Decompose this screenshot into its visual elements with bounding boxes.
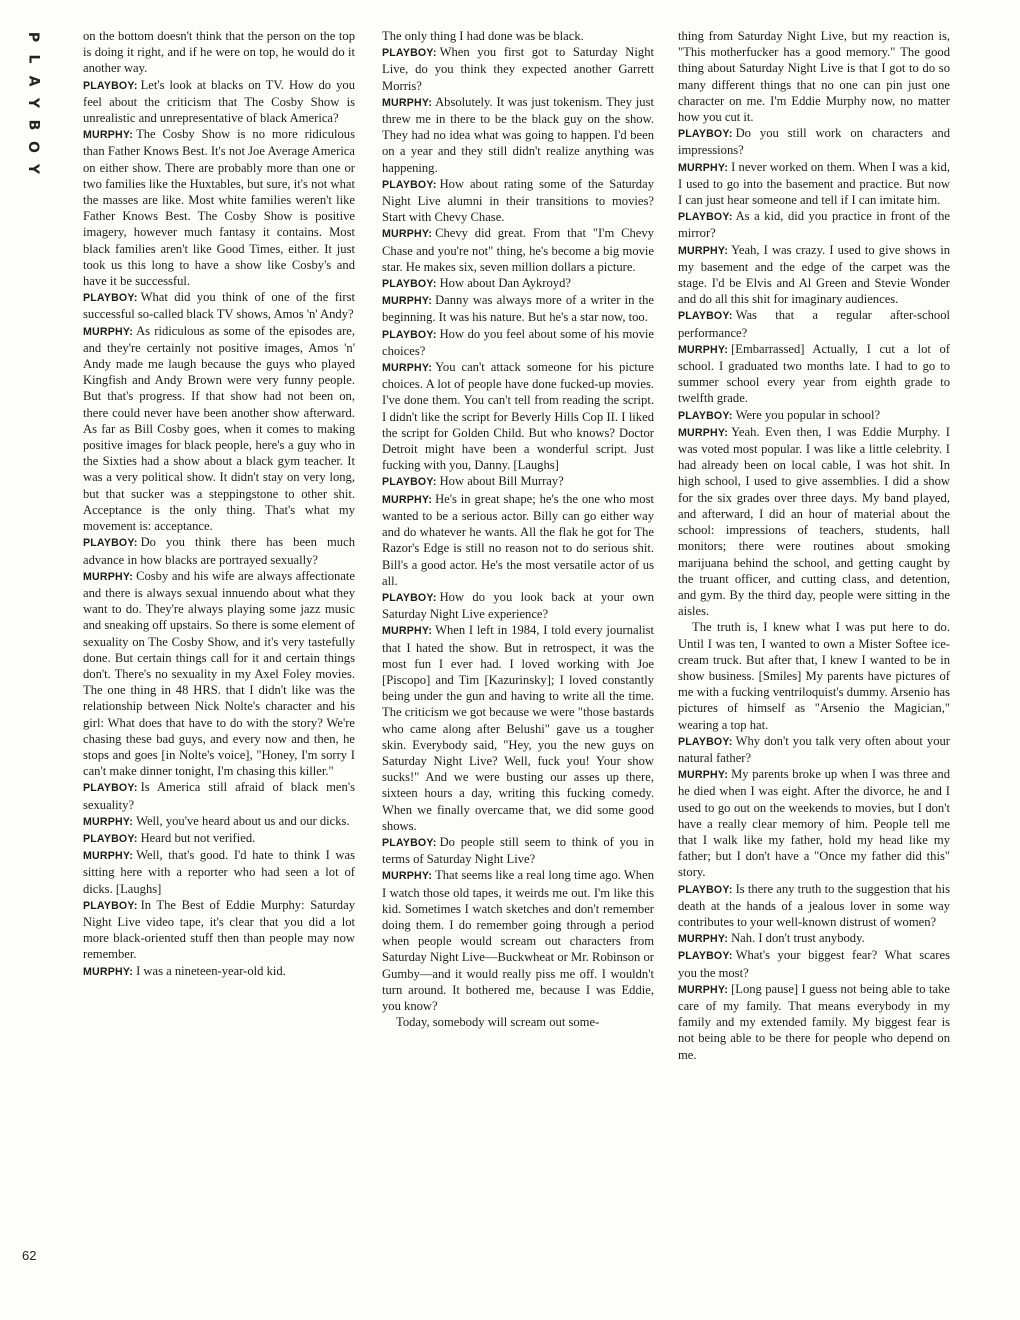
interview-paragraph bbox=[83, 534, 355, 567]
speaker-label: PLAYBOY: bbox=[382, 836, 437, 849]
speaker-label: MURPHY: bbox=[382, 295, 433, 308]
paragraph-text: Cosby and his wife are always affectionate and there is always sexual innuendo about what they want to do. They're always playing some jazz music and sneaking off upstairs. So there is some element of sexuality on The Cosby Show, and it's very tastefully done. But certain things call for it and certain things don't. There's no sexuality in my Axel Foley movies. The one thing in 48 HRS. that I didn't like was the relationship between Nick Nolte's character and his girl: What does that have to do with the story? We're chasing these bad guys, and every now and then, he stops and goes [in Nolte's voice], "Honey, I'm sorry I can't make dinner tonight, I'm chasing this killer." bbox=[83, 568, 355, 779]
speaker-label: MURPHY: bbox=[678, 933, 729, 946]
interview-paragraph bbox=[678, 208, 950, 241]
speaker-label: MURPHY: bbox=[382, 493, 433, 506]
speaker-label: MURPHY: bbox=[678, 161, 729, 174]
interview-paragraph bbox=[382, 44, 654, 94]
interview-paragraph bbox=[678, 341, 950, 407]
paragraph-text: How about Dan Aykroyd? bbox=[439, 276, 571, 291]
paragraph-text: I never worked on them. When I was a kid, I used to go into the basement and practice. But now I can just hear someone and tell if I can imitate him. bbox=[678, 159, 950, 208]
paragraph-text: You can't attack someone for his picture choices. A lot of people have done fucked-up movies. I've done them. You can't tell from reading the script. I didn't like the script for Beverly Hills Cop II. I liked the script for Golden Child. But who knows? Doctor Detroit might have been a wonderful script. Just fucking with you, Danny. [Laughs] bbox=[382, 360, 654, 473]
interview-paragraph bbox=[678, 981, 950, 1063]
interview-paragraph bbox=[678, 159, 950, 209]
speaker-label: PLAYBOY: bbox=[83, 79, 138, 92]
interview-paragraph bbox=[678, 930, 950, 947]
interview-paragraph bbox=[678, 307, 950, 340]
interview-paragraph bbox=[83, 289, 355, 322]
interview-paragraph bbox=[382, 834, 654, 867]
paragraph-text: Heard but not verified. bbox=[140, 830, 256, 845]
spine-letter: B bbox=[24, 119, 41, 131]
paragraph-text: How about rating some of the Saturday Night Live alumni in their transitions to movies? Start with Chevy Chase. bbox=[382, 176, 654, 225]
paragraph-text: How about Bill Murray? bbox=[439, 474, 564, 489]
interview-paragraph bbox=[678, 881, 950, 931]
paragraph-text: Chevy did great. From that "I'm Chevy Chase and you're not" thing, he's become a big movie star. He makes six, seven million dollars a picture. bbox=[382, 226, 654, 274]
interview-paragraph bbox=[83, 323, 355, 535]
speaker-label: MURPHY: bbox=[678, 244, 729, 257]
paragraph-text: on the bottom doesn't think that the person on the top is doing it right, and if he were on top, he would do it another way. bbox=[83, 29, 355, 76]
paragraph-text: As ridiculous as some of the episodes are, and they're certainly not positive images, Amos 'n' Andy made me laugh because the guys who played Kingfish and Andy Brown were very funny people. But that's progress. If that show had not been on, there could never have been another show afterward. As far as Bill Cosby goes, when it comes to making positive images for black people, here's a guy who in the Sixties had a show about a black gym teacher. It was a very political show. It didn't stay on very long, but that sucker was a steppingstone to other shit. Acceptance is the only thing. That's what my movement is: acceptance. bbox=[83, 323, 355, 534]
interview-paragraph bbox=[382, 491, 654, 589]
speaker-label: MURPHY: bbox=[678, 769, 729, 782]
paragraph-text: He's in great shape; he's the one who most wanted to be a serious actor. Billy can go either way and do whatever he wants. All the flak he got for The Razor's Edge is still no reason not to do serious shit. Bill's a good actor. He's the most versatile actor of us all. bbox=[382, 491, 654, 588]
paragraph-text: [Long pause] I guess not being able to take care of my family. That means everybody in my family and my extended family. My biggest fear is not being able to be there for people who depend on me. bbox=[678, 981, 950, 1062]
speaker-label: PLAYBOY: bbox=[83, 899, 138, 912]
paragraph-text: Yeah. Even then, I was Eddie Murphy. I was voted most popular. I was like a little celebrity. I had already been on local cable, I was hot shit. In high school, I used to give assemblies. I did a show for the six grades over three days. My band played, and afterward, I did an hour of material about the school: impressions of teachers, students, hall monitors; there were routines about smoking marijuana behind the school, and getting caught by the truant officer, and cutting class, and detention, and gym. By the third day, people were sitting in the aisles. bbox=[678, 424, 950, 619]
interview-paragraph bbox=[83, 963, 355, 980]
paragraph-text: That seems like a real long time ago. When I watch those old tapes, it weirds me out. I'm like this kid. Sometimes I watch sketches and don't remember doing them. I do remember going through a period when people would scream out characters from Saturday Night Live—Buckwheat or Mr. Robinson or Gumby—and it would really piss me off. I wouldn't turn around. It bothered me, because I was Eddie, you know? bbox=[382, 868, 654, 1013]
paragraph-text: Let's look at blacks on TV. How do you feel about the criticism that The Cosby Show is unrealistic and unrepresentative of black America? bbox=[83, 77, 355, 126]
speaker-label: PLAYBOY: bbox=[678, 735, 733, 748]
interview-paragraph bbox=[83, 779, 355, 812]
interview-paragraph bbox=[382, 622, 654, 834]
speaker-label: PLAYBOY: bbox=[678, 310, 733, 323]
interview-paragraph bbox=[83, 28, 355, 77]
speaker-label: PLAYBOY: bbox=[678, 883, 733, 896]
paragraph-text: Is America still afraid of black men's sexuality? bbox=[83, 780, 355, 812]
interview-paragraph bbox=[382, 1014, 654, 1030]
interview-paragraph bbox=[678, 407, 950, 424]
paragraph-text: Do people still seem to think of you in terms of Saturday Night Live? bbox=[382, 834, 654, 867]
speaker-label: PLAYBOY: bbox=[382, 591, 437, 604]
speaker-label: MURPHY: bbox=[678, 426, 729, 439]
text-column-1 bbox=[83, 28, 355, 980]
paragraph-text: My parents broke up when I was three and he died when I was eight. After the divorce, he and I used to go out on the weekends to movies, but I don't have a really clear memory of him. People tell me that I walk like my father, hold my head like my father; but I don't have a "Once my father did this" story. bbox=[678, 767, 950, 880]
interview-paragraph bbox=[382, 94, 654, 176]
paragraph-text: Today, somebody will scream out some- bbox=[396, 1015, 600, 1030]
interview-paragraph bbox=[83, 568, 355, 780]
paragraph-text: Well, you've heard about us and our dicks. bbox=[136, 813, 350, 828]
speaker-label: PLAYBOY: bbox=[83, 832, 138, 845]
speaker-label: MURPHY: bbox=[83, 815, 134, 828]
speaker-label: MURPHY: bbox=[83, 570, 134, 583]
spine-letter: Y bbox=[24, 163, 41, 175]
speaker-label: MURPHY: bbox=[382, 870, 433, 883]
speaker-label: PLAYBOY: bbox=[83, 292, 138, 305]
paragraph-text: The truth is, I knew what I was put here to do. Until I was ten, I wanted to own a Mister Softee ice-cream truck. But after that, I knew I wanted to be in show business. [Smiles] My parents have pictures of me with a fucking ventriloquist's dummy. Arsenio has pictures of himself as "Arsenio the Magician," wearing a top hat. bbox=[678, 620, 950, 732]
paragraph-text: [Embarrassed] Actually, I cut a lot of school. I graduated two months late. I had to go to summer school every year from eighth grade to twelfth grade. bbox=[678, 341, 950, 406]
interview-paragraph bbox=[678, 947, 950, 980]
interview-paragraph bbox=[678, 125, 950, 158]
magazine-spine-label bbox=[22, 28, 44, 178]
speaker-label: PLAYBOY: bbox=[382, 178, 437, 191]
interview-paragraph bbox=[382, 589, 654, 622]
interview-paragraph bbox=[382, 28, 654, 44]
speaker-label: PLAYBOY: bbox=[83, 782, 138, 795]
speaker-label: PLAYBOY: bbox=[678, 128, 733, 141]
paragraph-text: The Cosby Show is no more ridiculous than Father Knows Best. It's not Joe Average America on either show. There are probably more than one or two families like the Huxtables, but sure, it's not what the masses are like. Most white families weren't like Father Knows Best. The Cosby Show is positive imagery, however much fantasy it contains. Most black families aren't like Good Times, either. It just took us this long to have a show like Cosby's and have it be successful. bbox=[83, 127, 355, 289]
interview-paragraph bbox=[83, 813, 355, 830]
speaker-label: MURPHY: bbox=[382, 625, 433, 638]
paragraph-text: Danny was always more of a writer in the beginning. It was his nature. But he's a star now, too. bbox=[382, 293, 654, 325]
paragraph-text: Absolutely. It was just tokenism. They just threw me in there to be the black guy on the show. They had no idea what was going to happen. I'd been on a year and they still didn't realize anything was happening. bbox=[382, 94, 654, 175]
paragraph-text: Do you still work on characters and impressions? bbox=[678, 126, 950, 158]
spine-letter: O bbox=[25, 141, 41, 153]
spine-letter: Y bbox=[24, 97, 41, 109]
speaker-label: MURPHY: bbox=[382, 362, 433, 375]
paragraph-text: Well, that's good. I'd hate to think I was sitting here with a reporter who had seen a lot of dicks. [Laughs] bbox=[83, 848, 355, 896]
speaker-label: PLAYBOY: bbox=[382, 47, 437, 60]
speaker-label: MURPHY: bbox=[83, 325, 134, 338]
speaker-label: PLAYBOY: bbox=[678, 409, 733, 422]
interview-paragraph bbox=[678, 242, 950, 308]
speaker-label: PLAYBOY: bbox=[382, 328, 437, 341]
interview-paragraph bbox=[678, 766, 950, 880]
interview-paragraph bbox=[83, 126, 355, 289]
paragraph-text: How do you feel about some of his movie choices? bbox=[382, 326, 654, 358]
interview-paragraph bbox=[83, 847, 355, 897]
speaker-label: MURPHY: bbox=[382, 228, 433, 241]
interview-paragraph bbox=[382, 292, 654, 325]
paragraph-text: As a kid, did you practice in front of the mirror? bbox=[678, 209, 950, 241]
interview-paragraph bbox=[83, 897, 355, 963]
paragraph-text: Nah. I don't trust anybody. bbox=[731, 931, 865, 946]
spine-letter: A bbox=[25, 75, 41, 87]
paragraph-text: Yeah, I was crazy. I used to give shows in my basement and the edge of the carpet was the stage. I'd be Elvis and Al Green and Stevie Wonder and do all this shit for imaginary audiences. bbox=[678, 242, 950, 307]
paragraph-text: Is there any truth to the suggestion that his death at the hands of a jealous lover in some way contributes to your well-known distrust of women? bbox=[678, 881, 950, 929]
paragraph-text: Was that a regular after-school performance? bbox=[678, 308, 950, 340]
speaker-label: PLAYBOY: bbox=[382, 476, 437, 489]
speaker-label: PLAYBOY: bbox=[678, 211, 733, 224]
paragraph-text: What did you think of one of the first successful so-called black TV shows, Amos 'n' Andy? bbox=[83, 290, 355, 322]
interview-paragraph bbox=[678, 619, 950, 732]
paragraph-text: Why don't you talk very often about your natural father? bbox=[678, 733, 950, 765]
interview-paragraph bbox=[382, 326, 654, 359]
interview-paragraph bbox=[83, 77, 355, 127]
paragraph-text: How do you look back at your own Saturday Night Live experience? bbox=[382, 589, 654, 622]
paragraph-text: When you first got to Saturday Night Live, do you think they expected another Garrett Morris? bbox=[382, 45, 654, 93]
speaker-label: MURPHY: bbox=[382, 96, 433, 109]
paragraph-text: Do you think there has been much advance in how blacks are portrayed sexually? bbox=[83, 535, 355, 567]
paragraph-text: What's your biggest fear? What scares you the most? bbox=[678, 948, 950, 980]
speaker-label: PLAYBOY: bbox=[83, 537, 138, 550]
paragraph-text: Were you popular in school? bbox=[735, 407, 881, 422]
paragraph-text: In The Best of Eddie Murphy: Saturday Night Live video tape, it's clear that you did a lot more black-oriented stuff then than people may now remember. bbox=[83, 897, 355, 962]
speaker-label: MURPHY: bbox=[83, 129, 134, 142]
speaker-label: MURPHY: bbox=[83, 965, 134, 978]
page-number: 62 bbox=[22, 1248, 37, 1263]
speaker-label: PLAYBOY: bbox=[678, 950, 733, 963]
interview-paragraph bbox=[382, 867, 654, 1014]
interview-paragraph bbox=[83, 830, 355, 847]
interview-paragraph bbox=[382, 176, 654, 226]
interview-paragraph bbox=[382, 225, 654, 275]
spine-letter: L bbox=[24, 54, 41, 64]
speaker-label: MURPHY: bbox=[678, 983, 729, 996]
paragraph-text: When I left in 1984, I told every journalist that I hated the show. But in retrospect, it was the most fun I ever had. I loved working with Joe [Piscopo] and Tim [Kazurinsky]; I loved constantly being under the gun and having to write all the time. The criticism we got because we were "those bastards who came along after Belushi" gave us a tougher skin. Everybody said, "Hey, you the new guys on Saturday Night Live? Well, fuck you! Your show sucks!" And we were busting our asses up there, sixteen hours a day, writing this fucking comedy. When we finally overcame that, we did some good shows. bbox=[382, 623, 654, 833]
interview-paragraph bbox=[678, 28, 950, 125]
text-column-2 bbox=[382, 28, 654, 1030]
paragraph-text: thing from Saturday Night Live, but my reaction is, "This motherfucker has a good memory." The good thing about Saturday Night Live is that I got to do so many different things that no one can pin just one character on me. I'm Eddie Murphy now, no matter how you cut it. bbox=[678, 29, 950, 125]
interview-paragraph bbox=[382, 275, 654, 292]
interview-paragraph bbox=[382, 473, 654, 490]
interview-paragraph bbox=[678, 424, 950, 619]
text-column-3 bbox=[678, 28, 950, 1063]
paragraph-text: The only thing I had done was be black. bbox=[382, 29, 584, 43]
paragraph-text: I was a nineteen-year-old kid. bbox=[136, 963, 286, 978]
speaker-label: MURPHY: bbox=[678, 343, 729, 356]
interview-paragraph bbox=[382, 359, 654, 473]
speaker-label: PLAYBOY: bbox=[382, 278, 437, 291]
speaker-label: MURPHY: bbox=[83, 850, 134, 863]
interview-paragraph bbox=[678, 733, 950, 766]
spine-letter: P bbox=[24, 31, 41, 43]
